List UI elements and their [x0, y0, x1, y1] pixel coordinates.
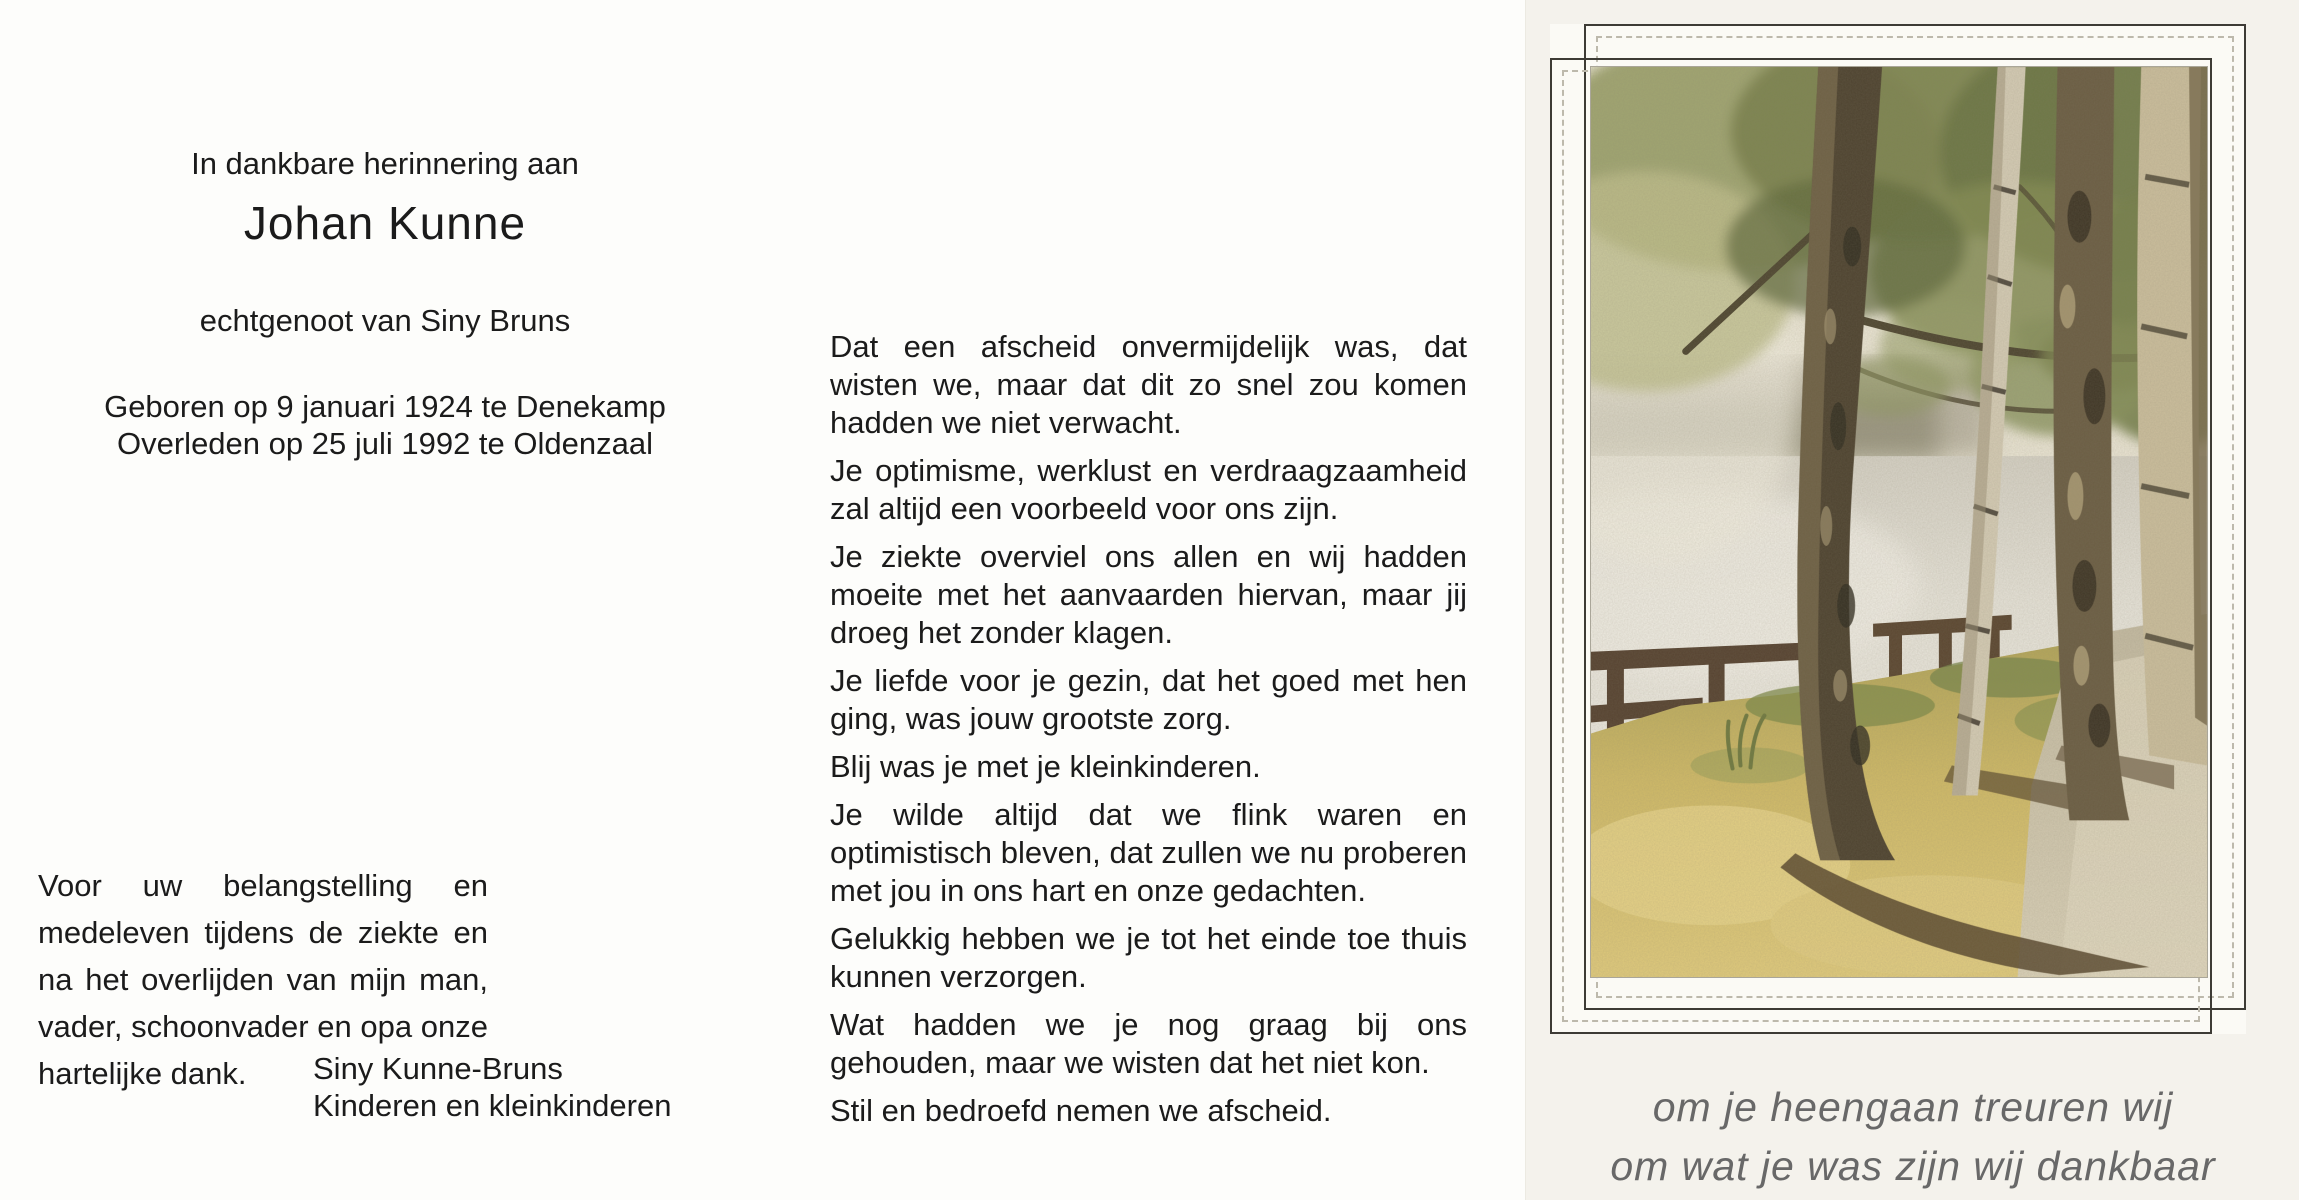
memorial-paragraph: Je optimisme, werklust en verdraagzaamheid zal altijd een voorbeeld voor ons zijn. — [830, 453, 1467, 526]
memorial-paragraph: Wat hadden we je nog graag bij ons gehouden, maar we wisten dat het niet kon. — [830, 1007, 1467, 1080]
left-page — [0, 0, 800, 1200]
memorial-paragraph: Dat een afscheid onvermijdelijk was, dat wisten we, maar dat dit zo snel zou komen hadden we niet verwacht. — [830, 329, 1467, 440]
memorial-paragraph: Je ziekte overviel ons allen en wij hadden moeite met het aanvaarden hiervan, maar jij droeg het zonder klagen. — [830, 539, 1467, 650]
memorial-paragraph: Stil en bedroefd nemen we afscheid. — [830, 1093, 1332, 1128]
photo-caption — [1526, 1078, 2299, 1196]
died-line: Overleden op 25 juli 1992 te Oldenzaal — [117, 426, 653, 461]
right-page — [1525, 0, 2299, 1200]
memorial-paragraph: Je liefde voor je gezin, dat het goed met hen ging, was jouw grootste zorg. — [830, 663, 1467, 736]
life-dates — [0, 388, 770, 462]
intro-line: In dankbare herinnering aan — [191, 146, 579, 181]
caption-line-1: om je heengaan treuren wij — [1652, 1084, 2174, 1130]
born-line: Geboren op 9 januari 1924 te Denekamp — [104, 389, 666, 424]
spouse-line: echtgenoot van Siny Bruns — [199, 303, 571, 338]
signature-children: Kinderen en kleinkinderen — [313, 1088, 672, 1123]
thanks-paragraph: Voor uw belangstelling en medeleven tijdens de ziekte en na het overlijden van mijn man, vader, schoonvader en opa onze hartelijke dank. — [38, 868, 488, 1091]
middle-page — [830, 328, 1467, 1140]
memorial-paragraph: Blij was je met je kleinkinderen. — [830, 749, 1261, 784]
deceased-name: Johan Kunne — [243, 197, 527, 249]
memorial-photo — [1590, 66, 2208, 978]
signature-widow: Siny Kunne-Bruns — [313, 1051, 563, 1086]
signature-block — [313, 1050, 671, 1124]
memorial-paragraph: Je wilde altijd dat we flink waren en optimistisch bleven, dat zullen we nu proberen met jou in ons hart en onze gedachten. — [830, 797, 1467, 908]
birch-lakeside-photo — [1591, 67, 2207, 977]
memorial-paragraph: Gelukkig hebben we je tot het einde toe thuis kunnen verzorgen. — [830, 921, 1467, 994]
caption-line-2: om wat je was zijn wij dankbaar — [1610, 1143, 2216, 1189]
